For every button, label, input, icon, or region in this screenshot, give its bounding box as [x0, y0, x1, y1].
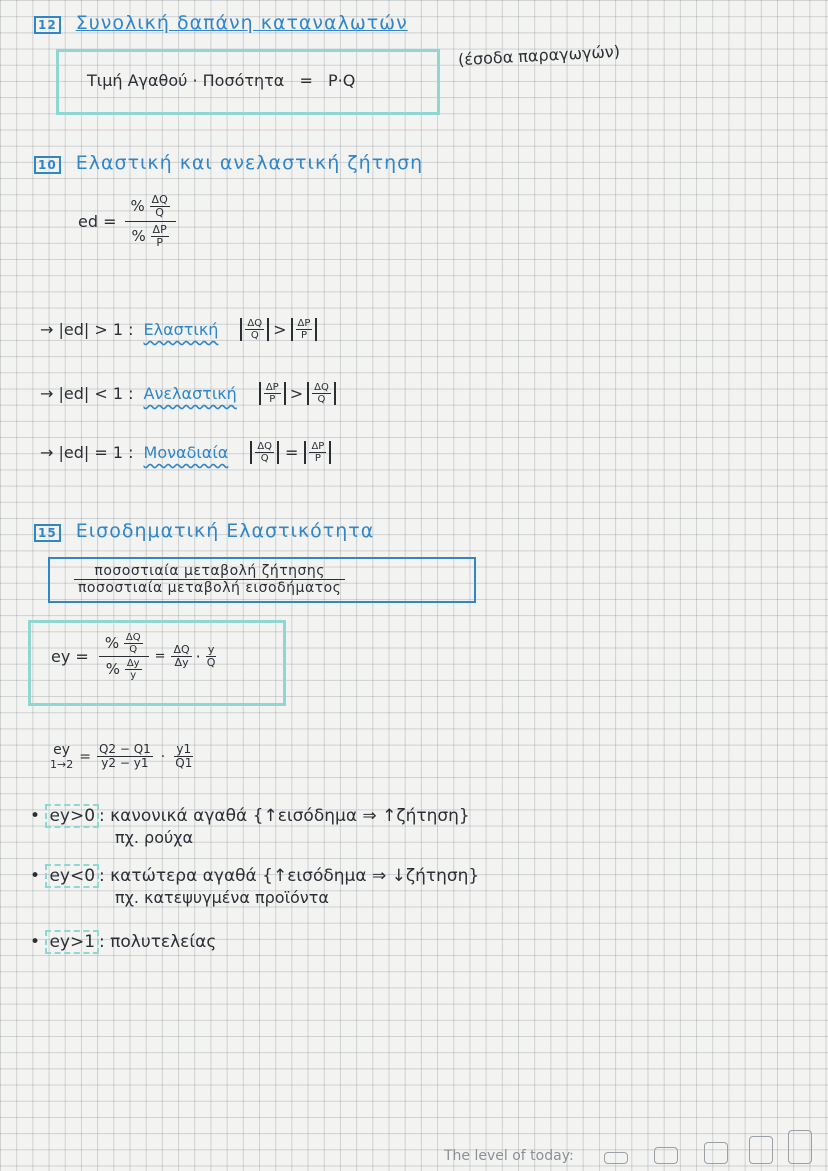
arc-elasticity-formula: [50, 742, 194, 771]
item-text: : κατώτερα αγαθά {↑εισόδημα ⇒ ↓ζήτηση}: [99, 866, 480, 886]
item-text: : κανονικά αγαθά {↑εισόδημα ⇒ ↑ζήτηση}: [99, 806, 470, 826]
q: Q: [250, 330, 259, 341]
producer-revenue-note: (έσοδα παραγωγών): [457, 41, 621, 70]
delta-q: ΔQ: [173, 642, 190, 656]
income-elasticity-item: [30, 806, 470, 847]
arc-denominator: y2 − y1: [101, 756, 149, 770]
elasticity-case: [40, 318, 317, 341]
section-number: 15: [34, 524, 61, 542]
delta-q: ΔQ: [247, 318, 263, 329]
bullet: •: [30, 866, 41, 886]
q: Q: [206, 656, 216, 669]
footer-level-label: The level of today:: [444, 1148, 574, 1164]
arc-numerator: Q2 − Q1: [98, 741, 151, 756]
percent-sign: %: [105, 660, 121, 678]
section-10-heading: [34, 152, 423, 174]
case-name: Μοναδιαία: [143, 443, 229, 462]
arc-y1: y1: [176, 741, 192, 756]
spending-formula-box: [56, 49, 440, 115]
section-title: Συνολική δαπάνη καταναλωτών: [75, 12, 408, 34]
delta-q: ΔQ: [314, 382, 329, 393]
bullet: •: [30, 932, 41, 952]
level-box-1[interactable]: [604, 1152, 628, 1164]
equals: =: [154, 649, 166, 664]
formula-right: P·Q: [327, 71, 356, 90]
level-box-3[interactable]: [704, 1142, 728, 1164]
item-condition: ey>1: [45, 930, 99, 954]
case-name: Ανελαστική: [143, 384, 237, 403]
ed-formula: [78, 192, 176, 251]
item-condition: ey<0: [45, 864, 99, 888]
item-example: πχ. κατεψυγμένα προϊόντα: [115, 888, 329, 907]
section-title: Ελαστική και ανελαστική ζήτηση: [75, 152, 424, 174]
relation: >: [273, 320, 287, 339]
equals: =: [79, 748, 91, 765]
level-box-5[interactable]: [788, 1130, 812, 1164]
delta-p: ΔP: [265, 382, 279, 393]
ey-formula-box: [28, 620, 286, 706]
p: P: [269, 394, 276, 405]
p: P: [156, 236, 163, 250]
delta-q: ΔQ: [151, 193, 168, 206]
p: P: [314, 453, 321, 464]
arc-subscript: 1→2: [50, 758, 74, 771]
percent-sign: %: [104, 634, 120, 652]
case-condition: → |ed| > 1 :: [40, 320, 134, 339]
section-title: Εισοδηματική Ελαστικότητα: [75, 520, 375, 542]
q: Q: [317, 394, 326, 405]
y: y: [130, 670, 137, 681]
case-condition: → |ed| = 1 :: [40, 443, 134, 462]
relation: >: [289, 384, 304, 403]
level-box-2[interactable]: [654, 1147, 678, 1164]
level-boxes: [604, 1130, 814, 1166]
definition-numerator: ποσοστιαία μεταβολή ζήτησης: [74, 563, 345, 580]
q: Q: [260, 453, 269, 464]
level-box-4[interactable]: [749, 1136, 773, 1164]
income-elasticity-item: [30, 866, 479, 907]
ey-label: ey =: [51, 647, 89, 666]
delta-y: Δy: [174, 656, 189, 669]
item-condition: ey>0: [45, 804, 99, 828]
delta-p: ΔP: [311, 441, 325, 452]
bullet: •: [30, 806, 41, 826]
case-condition: → |ed| < 1 :: [40, 384, 134, 403]
multiply-dot: ·: [160, 748, 166, 765]
formula-equals: =: [299, 71, 313, 90]
section-number: 10: [34, 156, 61, 174]
ed-label: ed =: [78, 212, 117, 232]
income-elasticity-item: [30, 932, 216, 952]
formula-left: Τιμή Αγαθού · Ποσότητα: [87, 71, 285, 90]
item-example: πχ. ρούχα: [115, 828, 194, 847]
q: Q: [155, 206, 164, 220]
multiply-dot: ·: [195, 647, 201, 666]
delta-q: ΔQ: [125, 632, 141, 643]
percent-sign: %: [130, 197, 145, 216]
delta-p: ΔP: [152, 223, 167, 237]
arc-q1: Q1: [175, 756, 193, 770]
relation: =: [285, 443, 299, 462]
section-number: 12: [34, 16, 61, 34]
p: P: [300, 330, 307, 341]
section-15-heading: [34, 520, 374, 542]
q: Q: [129, 644, 138, 655]
delta-y: Δy: [126, 658, 140, 669]
delta-q: ΔQ: [257, 441, 273, 452]
y: y: [207, 642, 215, 656]
section-12-heading: [34, 12, 408, 34]
definition-denominator: ποσοστιαία μεταβολή εισοδήματος: [78, 580, 342, 596]
income-elasticity-definition-box: [48, 557, 476, 603]
case-name: Ελαστική: [143, 320, 219, 339]
elasticity-case: [40, 441, 331, 464]
percent-sign: %: [131, 227, 146, 246]
item-text: : πολυτελείας: [99, 932, 217, 952]
elasticity-case: [40, 382, 336, 405]
ey-label: ey: [53, 742, 71, 758]
delta-p: ΔP: [297, 318, 311, 329]
